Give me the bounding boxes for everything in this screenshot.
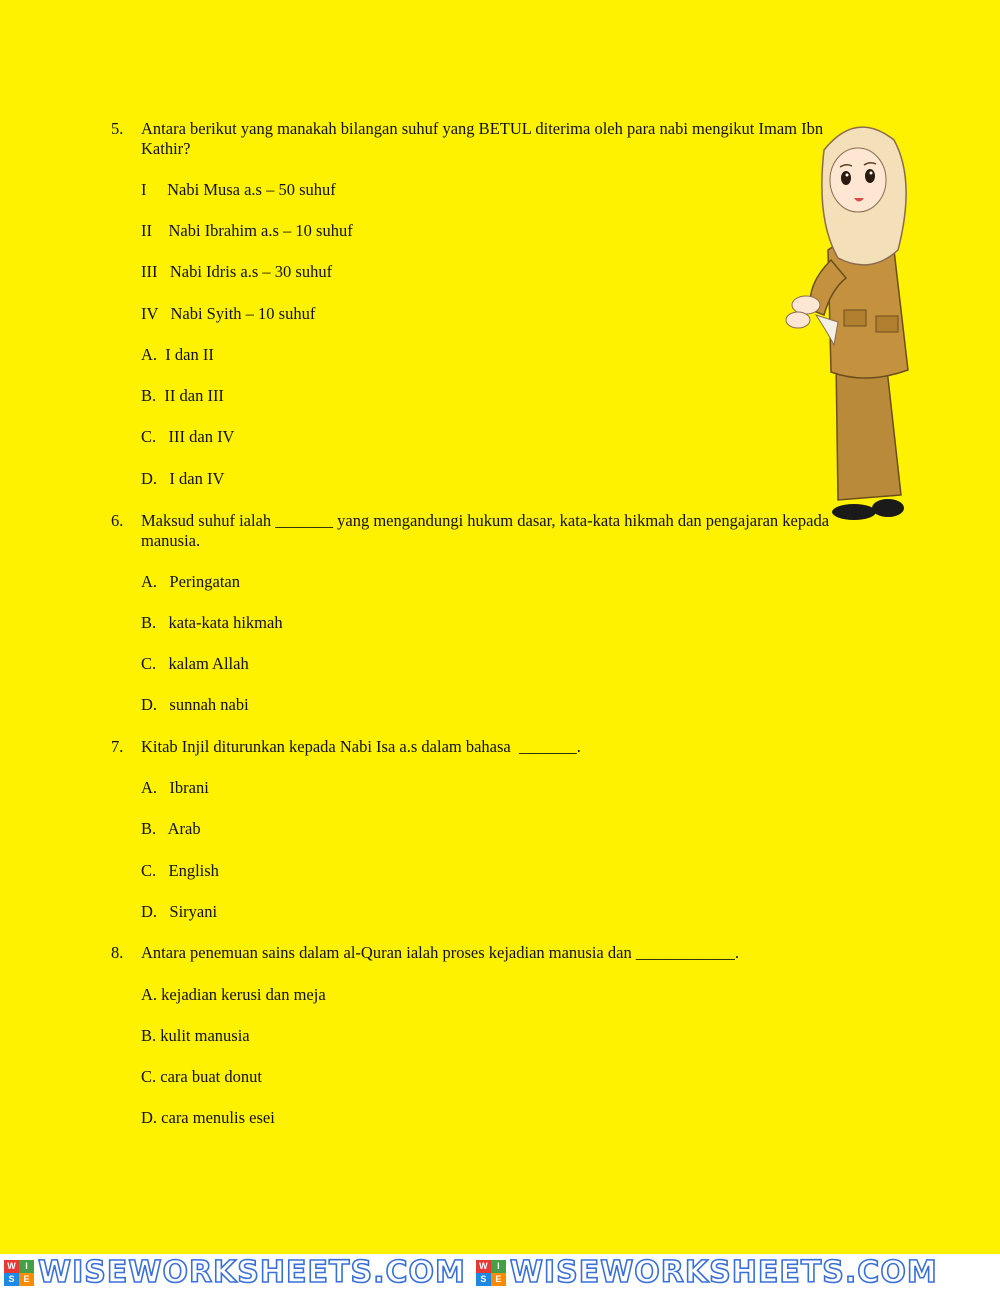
question-6-number: 6. bbox=[111, 511, 124, 530]
question-6-text: Maksud suhuf ialah _______ yang mengandungi hukum dasar, kata-kata hikmah dan pengajaran kepada manusia. bbox=[141, 511, 830, 550]
question-5-number: 5. bbox=[111, 119, 124, 138]
question-6-option-b[interactable]: B. kata-kata hikmah bbox=[141, 613, 283, 632]
logo-letter: E bbox=[491, 1273, 506, 1286]
question-5-option-d[interactable]: D. I dan IV bbox=[141, 469, 225, 488]
question-5-text: Antara berikut yang manakah bilangan suhuf yang BETUL diterima oleh para nabi mengikut Imam Ibn Kathir? bbox=[141, 119, 824, 158]
question-7-option-b[interactable]: B. Arab bbox=[141, 819, 201, 838]
brand-name: WISEWORKSHEETS.COM bbox=[509, 1255, 938, 1290]
footer-brand-strip bbox=[0, 1254, 1000, 1291]
question-5-option-c[interactable]: C. III dan IV bbox=[141, 427, 235, 446]
question-6-option-a[interactable]: A. Peringatan bbox=[141, 572, 240, 591]
logo-letter: W bbox=[4, 1260, 19, 1273]
brand-logo-icon bbox=[476, 1260, 506, 1286]
question-7-option-d[interactable]: D. Siryani bbox=[141, 902, 218, 921]
question-6-option-c[interactable]: C. kalam Allah bbox=[141, 654, 249, 673]
question-7-text: Kitab Injil diturunkan kepada Nabi Isa a.s dalam bahasa _______. bbox=[141, 737, 581, 756]
teacher-illustration bbox=[776, 110, 916, 530]
question-7-option-a[interactable]: A. Ibrani bbox=[141, 778, 209, 797]
brand-logo-2 bbox=[476, 1255, 938, 1290]
question-6-option-d[interactable]: D. sunnah nabi bbox=[141, 695, 249, 714]
brand-logo-icon bbox=[4, 1260, 34, 1286]
question-7-option-c[interactable]: C. English bbox=[141, 861, 219, 880]
logo-letter: I bbox=[491, 1260, 506, 1273]
question-8-number: 8. bbox=[111, 943, 124, 962]
logo-letter: S bbox=[4, 1273, 19, 1286]
question-5-statement-3: III Nabi Idris a.s – 30 suhuf bbox=[141, 262, 333, 281]
question-8-option-b[interactable]: B. kulit manusia bbox=[141, 1026, 250, 1045]
question-8-text: Antara penemuan sains dalam al-Quran ialah proses kejadian manusia dan ____________. bbox=[141, 943, 739, 962]
question-5-option-b[interactable]: B. II dan III bbox=[141, 386, 224, 405]
brand-name: WISEWORKSHEETS.COM bbox=[38, 1255, 466, 1290]
question-7-number: 7. bbox=[111, 737, 124, 756]
logo-letter: E bbox=[19, 1273, 34, 1286]
question-5-statement-1: I Nabi Musa a.s – 50 suhuf bbox=[141, 180, 336, 199]
logo-letter: S bbox=[476, 1273, 491, 1286]
question-8-option-a[interactable]: A. kejadian kerusi dan meja bbox=[141, 985, 326, 1004]
question-8-option-c[interactable]: C. cara buat donut bbox=[141, 1067, 262, 1086]
question-5-statement-2: II Nabi Ibrahim a.s – 10 suhuf bbox=[141, 221, 353, 240]
question-5-option-a[interactable]: A. I dan II bbox=[141, 345, 214, 364]
brand-logo-1 bbox=[4, 1255, 466, 1290]
logo-letter: W bbox=[476, 1260, 491, 1273]
question-8-option-d[interactable]: D. cara menulis esei bbox=[141, 1108, 275, 1127]
logo-letter: I bbox=[19, 1260, 34, 1273]
question-5-statement-4: IV Nabi Syith – 10 suhuf bbox=[141, 304, 316, 323]
